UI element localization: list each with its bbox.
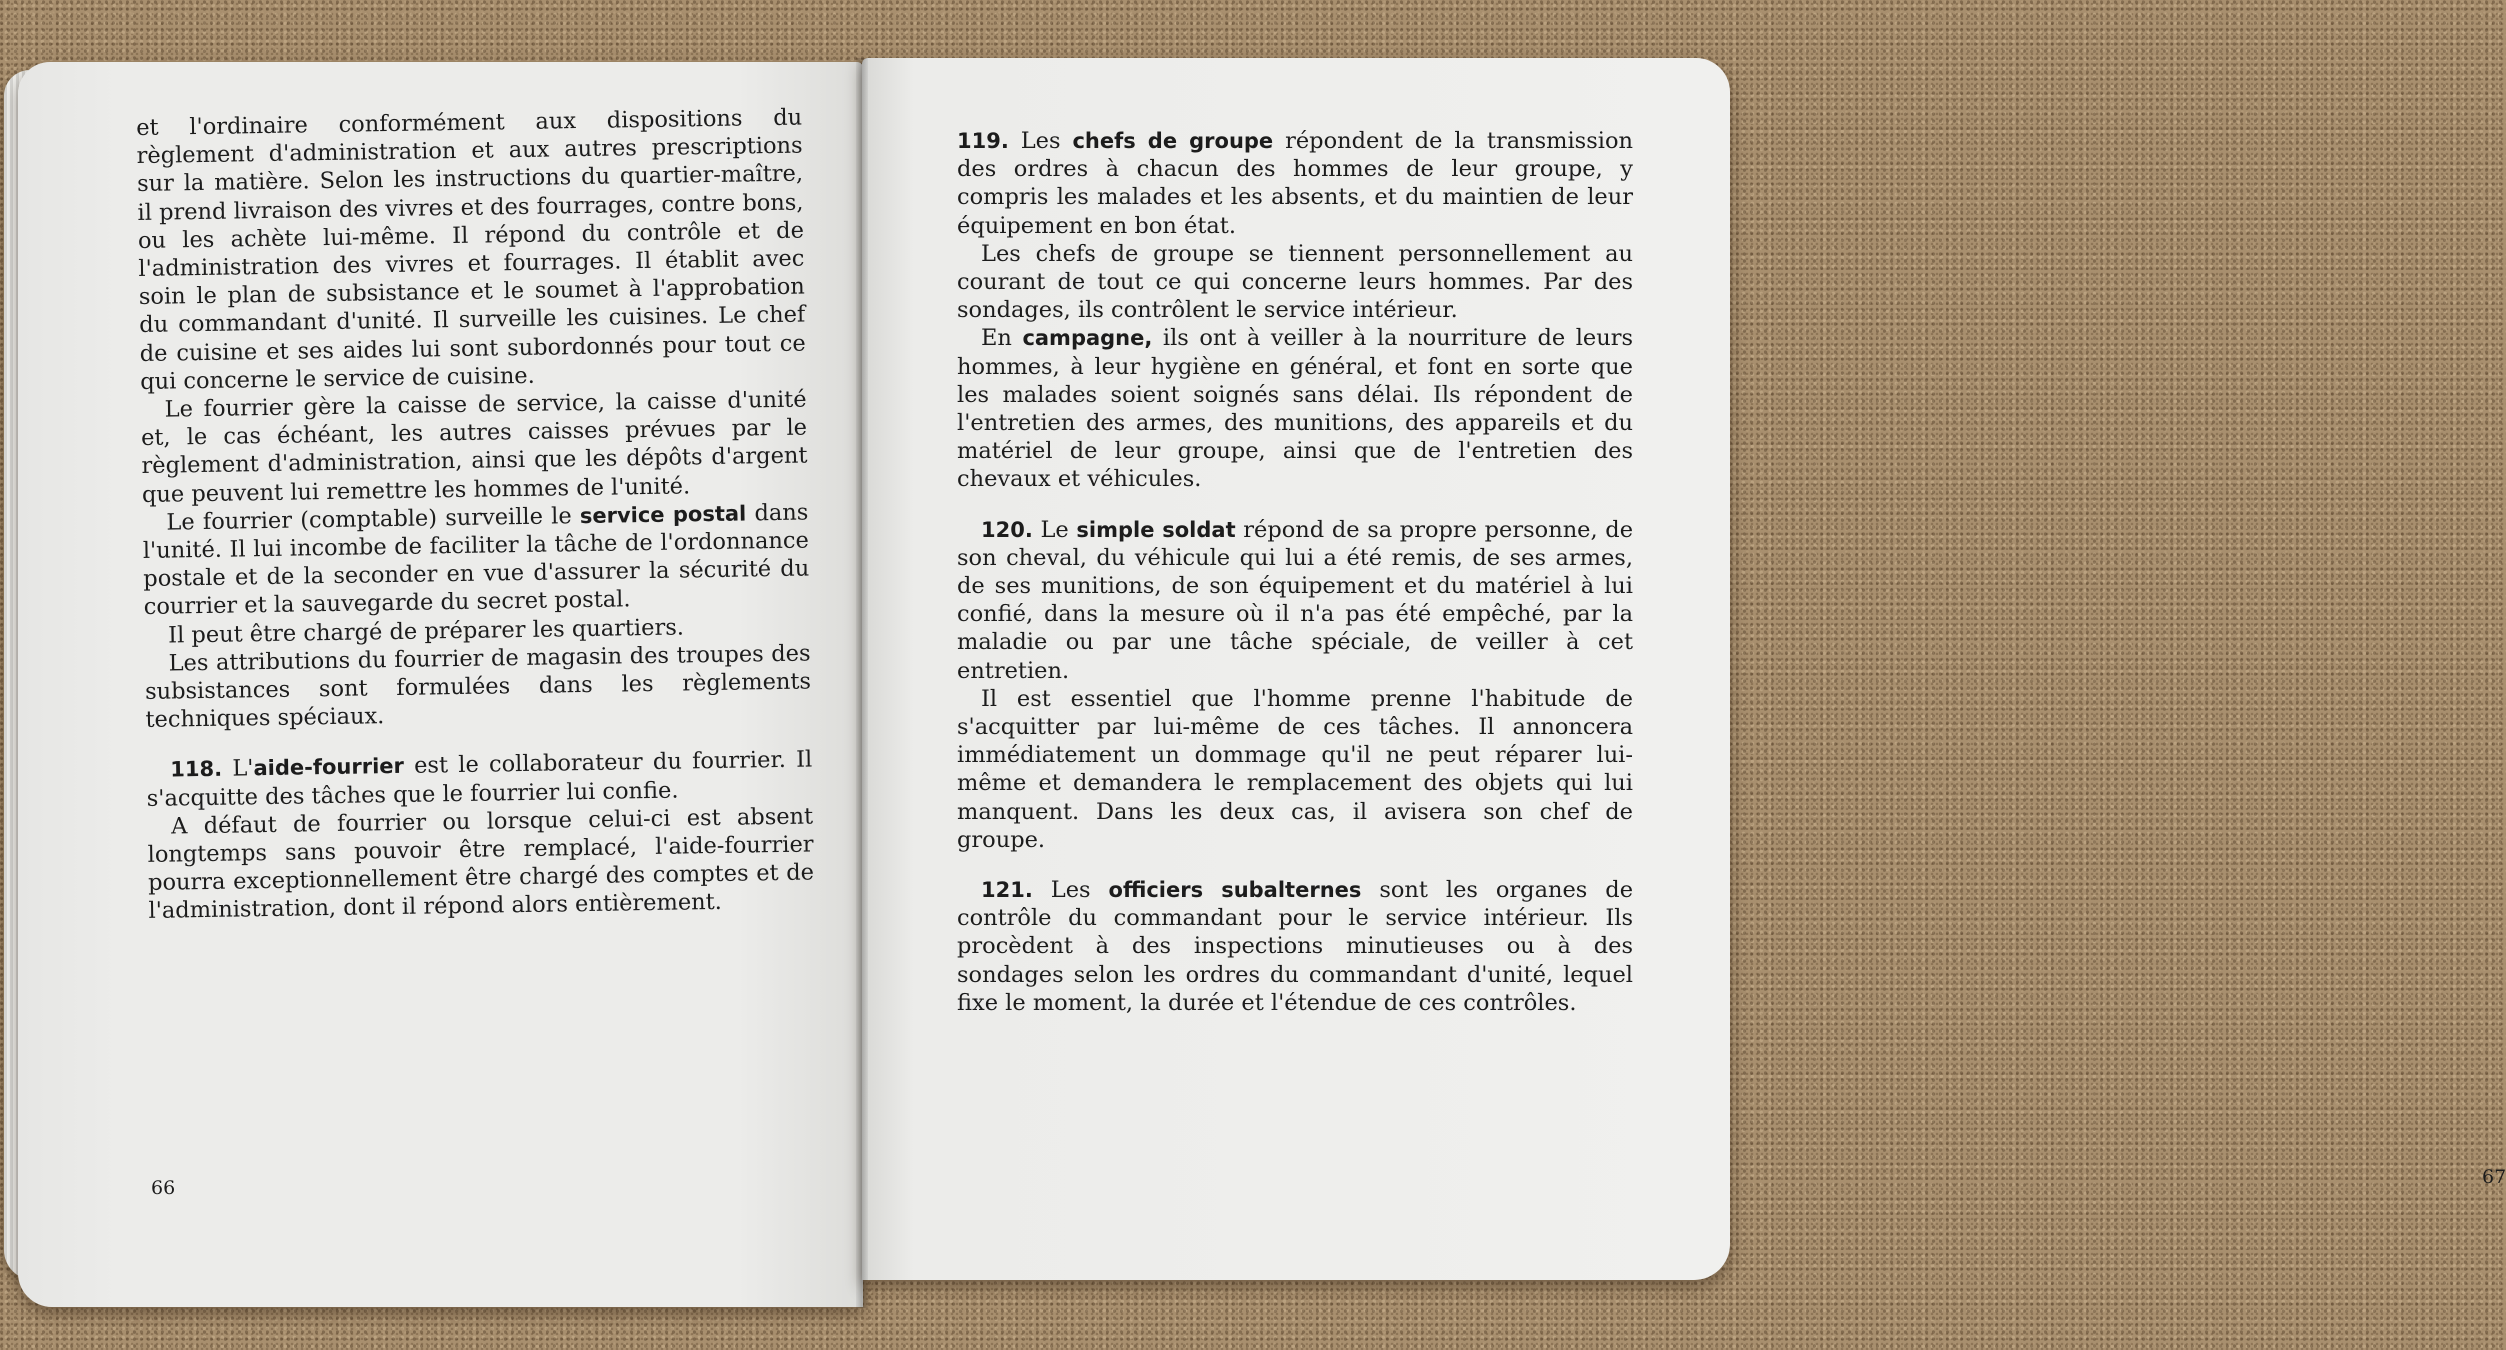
text-run: A défaut de fourrier ou lorsque celui-ci est absent longtemps sans pouvoir être remplacé, l'aide-fourrier pourra exceptionnellement être chargé des comptes et de l'administration, dont il répond alors entièrement. [147, 803, 815, 925]
bold-term: 118. [170, 757, 223, 783]
bold-term: service postal [579, 501, 747, 528]
text-run: Il peut être chargé de préparer les quartiers. [167, 614, 685, 649]
paragraph-courant [957, 240, 1633, 325]
page-number-left: 66 [151, 1177, 176, 1199]
text-run: répondent de la transmission des ordres à chacun des hommes de leur groupe, y compris les malades et les absents, et du maintien de leur équipement en bon état. [957, 128, 1634, 239]
text-run: Il est essentiel que l'homme prenne l'habitude de s'acquitter par lui-même de ces tâches. Il annoncera immédiatement un dommage qu'il ne peut réparer lui-même et demandera le remplacement des objets qui lui manquent. Dans les deux cas, il avisera son chef de groupe. [957, 685, 1633, 853]
text-run: Le fourrier gère la caisse de service, la caisse d'unité et, le cas échéant, les autres caisses prévues par le règlement d'administration, ainsi que les dépôts d'argent que peuvent lui remettre les hommes de l'unité. [140, 386, 808, 508]
bold-term: chefs de groupe [1072, 129, 1274, 153]
paragraph-magasin [144, 639, 811, 734]
text-run: Les [1032, 877, 1109, 904]
text-run: Le [1032, 516, 1077, 543]
paragraph-s118 [146, 746, 813, 813]
paragraph-postal [142, 498, 810, 621]
text-run: dans l'unité. Il lui incombe de faciliter la tâche de l'ordonnance postale et de la seconder en vue d'assurer la sécurité du courrier et la sauvegarde du secret postal. [142, 499, 810, 621]
text-run: sont les organes de contrôle du commandant pour le service intérieur. Ils procèdent à des inspections minutieuses ou à des sondages selon les ordres du commandant d'unité, lequel fixe le moment, la durée et l'étendue de ces contrôles. [957, 877, 1634, 1016]
paragraph-defaut [147, 802, 815, 925]
text-run: et l'ordinaire conformément aux dispositions du règlement d'administration et aux autres prescriptions sur la matière. Selon les instructions du quartier-maître, il prend livraison des vivres et des fourrages, contre bons, ou les achète lui-même. Il répond du contrôle et de l'administration des vivres et fourrages. Il établit avec soin le plan de subsistance et le soumet à l'approbation du commandant d'unité. Il surveille les cuisines. Le chef de cuisine et ses aides lui sont subordonnés pour tout ce qui concerne le service de cuisine. [136, 104, 806, 395]
text-run: est le collaborateur du fourrier. Il s'acquitte des tâches que le fourrier lui confie. [146, 746, 813, 812]
bold-term: 121. [981, 878, 1033, 903]
text-run: Les [1008, 128, 1073, 154]
bold-term: 119. [957, 129, 1009, 153]
text-run: ils ont à veiller à la nourriture de leurs hommes, à leur hygiène en général, et font en sorte que les malades soient soignés sans délai. Ils répondent de l'entretien des armes, des munitions, des appareils et du matériel de leur groupe, ainsi que de l'entretien des chevaux et véhicules. [957, 325, 1633, 493]
paragraph-s121 [957, 876, 1633, 1017]
bold-term: simple soldat [1076, 517, 1236, 542]
book-gutter [856, 58, 868, 1308]
text-run: En [981, 325, 1023, 352]
left-page [18, 62, 863, 1307]
bold-term: aide-fourrier [253, 754, 405, 781]
paragraph-s119 [957, 127, 1633, 240]
paragraph-essentiel [957, 685, 1633, 854]
paragraph-s120 [957, 516, 1633, 685]
left-page-text [136, 104, 815, 926]
paragraph-caisse [140, 386, 808, 509]
paragraph-intro [136, 104, 806, 396]
bold-term: officiers subalternes [1108, 878, 1362, 903]
text-run: Le fourrier (comptable) surveille le [166, 502, 581, 536]
text-run: Les attributions du fourrier de magasin des troupes des subsistances sont formulées dans les règlements techniques spéciaux. [144, 640, 812, 734]
paragraph-campagne [957, 324, 1633, 493]
right-page-text [957, 127, 1633, 1017]
text-run: répond de sa propre personne, de son cheval, du véhicule qui lui a été remis, de ses armes, de ses munitions, de son équipement et du matériel à lui confié, dans la mesure où il n'a pas été empêché, par la maladie ou par une tâche spéciale, de veiller à cet entretien. [957, 516, 1634, 684]
bold-term: campagne, [1022, 326, 1153, 351]
text-run: Les chefs de groupe se tiennent personnellement au courant de tout ce qui concerne leurs hommes. Par des sondages, ils contrôlent le service intérieur. [957, 240, 1633, 324]
text-run: L' [221, 755, 254, 783]
bold-term: 120. [981, 517, 1033, 542]
page-number-right: 67 [2482, 1166, 2506, 1188]
right-page [862, 58, 2506, 1280]
